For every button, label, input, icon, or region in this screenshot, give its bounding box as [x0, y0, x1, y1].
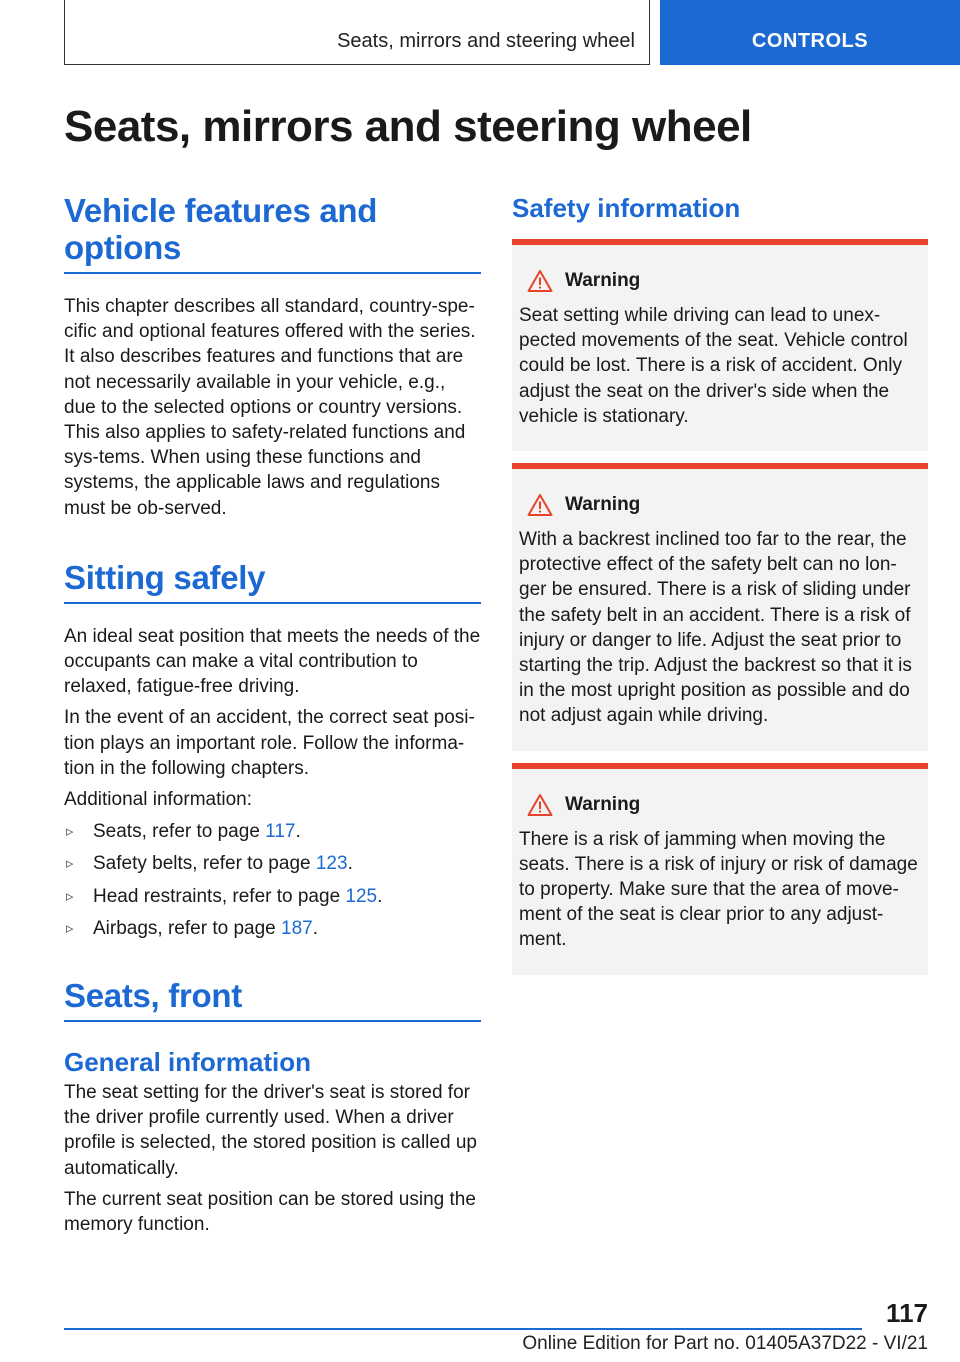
page-link[interactable]: 187 [281, 917, 313, 939]
page-title: Seats, mirrors and steering wheel [64, 102, 752, 151]
general-info-text-2: The current seat position can be stored using the memory function. [64, 1188, 476, 1236]
section-heading-rule [64, 977, 481, 1022]
warning-text: With a backrest inclined too far to the rear, the protective effect of the safety belt can no lon-ger be ensured. There is a risk of sliding under the safety belt in an accident. There is a risk of injury or danger to life. Adjust the seat prior to starting the trip. Adjust the backrest so that it is in the most upright position as possible and do not adjust again while driving. [519, 529, 912, 727]
warning-header [527, 269, 920, 293]
subheading-general-information: General information [64, 1047, 312, 1078]
warning-box [512, 763, 928, 975]
header-title: Seats, mirrors and steering wheel [337, 30, 635, 52]
warning-triangle-icon [527, 793, 553, 817]
warning-text: There is a risk of jamming when moving the seats. There is a risk of injury or risk of damage to property. Make sure that the area of move-ment of the seat is clear prior to any adjust-ment. [519, 828, 918, 951]
bullet-triangle-icon: ▹ [66, 855, 74, 873]
right-column [512, 192, 928, 975]
warning-header [527, 793, 920, 817]
warning-text: Seat setting while driving can lead to unex-pected movements of the seat. Vehicle control could be lost. There is a risk of accident. Only adjust the seat on the driver's side when the vehicle is stationary. [519, 305, 908, 427]
sitting-safely-text-2: In the event of an accident, the correct seat posi-tion plays an important role. Follow the informa-tion in the following chapters. [64, 707, 475, 779]
additional-info-list [64, 819, 481, 941]
list-item: ▹ Head restraints, refer to page 125. [64, 884, 481, 909]
warning-box [512, 463, 928, 751]
warning-triangle-icon [527, 493, 553, 517]
warning-header [527, 493, 920, 517]
section-heading-vehicle-features: Vehicle features and options [64, 192, 378, 266]
section-heading-rule [64, 192, 481, 274]
page-link[interactable]: 123 [315, 853, 348, 875]
list-item-text: Safety belts, refer to page [93, 853, 316, 875]
header-section-tab[interactable] [660, 0, 960, 65]
footer-rule [64, 1328, 862, 1330]
bullet-triangle-icon: ▹ [66, 919, 74, 937]
list-item: ▹ Airbags, refer to page 187. [64, 916, 481, 941]
page-number: 117 [886, 1298, 928, 1328]
warning-box [512, 239, 928, 451]
list-item: ▹ Seats, refer to page 117. [64, 819, 481, 844]
warning-title: Warning [565, 270, 641, 291]
bullet-triangle-icon: ▹ [66, 823, 74, 841]
page-link[interactable]: 117 [265, 821, 296, 843]
list-item: ▹ Safety belts, refer to page 123. [64, 851, 481, 876]
list-item-text: Seats, refer to page [93, 821, 266, 843]
warning-title: Warning [565, 494, 641, 516]
general-info-text-1: The seat setting for the driver's seat is stored for the driver profile currently used. When a driver profile is selected, the stored position is called up automatically. [64, 1082, 477, 1179]
left-column [64, 192, 481, 1237]
section-heading-seats-front: Seats, front [64, 977, 242, 1015]
warning-triangle-icon [527, 269, 553, 293]
header-box [64, 0, 650, 65]
footer-edition-text: Online Edition for Part no. 01405A37D22 - VI/21 [522, 1333, 928, 1354]
bullet-triangle-icon: ▹ [66, 887, 74, 905]
header-tab-label: CONTROLS [751, 30, 869, 52]
section-heading-rule [64, 559, 481, 604]
section-heading-safety-information: Safety information [512, 193, 741, 223]
list-item-text: Head restraints, refer to page [93, 885, 346, 907]
sitting-safely-text-1: An ideal seat position that meets the needs of the occupants can make a vital contribution to relaxed, fatigue-free driving. [64, 625, 481, 698]
additional-info-label: Additional information: [64, 789, 252, 811]
page-link[interactable]: 125 [345, 885, 378, 907]
vehicle-features-text: This chapter describes all standard, country-spe-cific and optional features offered with the series. It also describes features and functions that are not necessarily available in your vehicle, e.g., due to the selected options or country versions. This also applies to safety-related functions and sys-tems. When using these functions and systems, the applicable laws and regulations must be ob-served. [64, 296, 476, 519]
list-item-text: Airbags, refer to page [93, 917, 281, 939]
section-heading-sitting-safely: Sitting safely [64, 558, 266, 596]
warning-title: Warning [565, 793, 641, 815]
